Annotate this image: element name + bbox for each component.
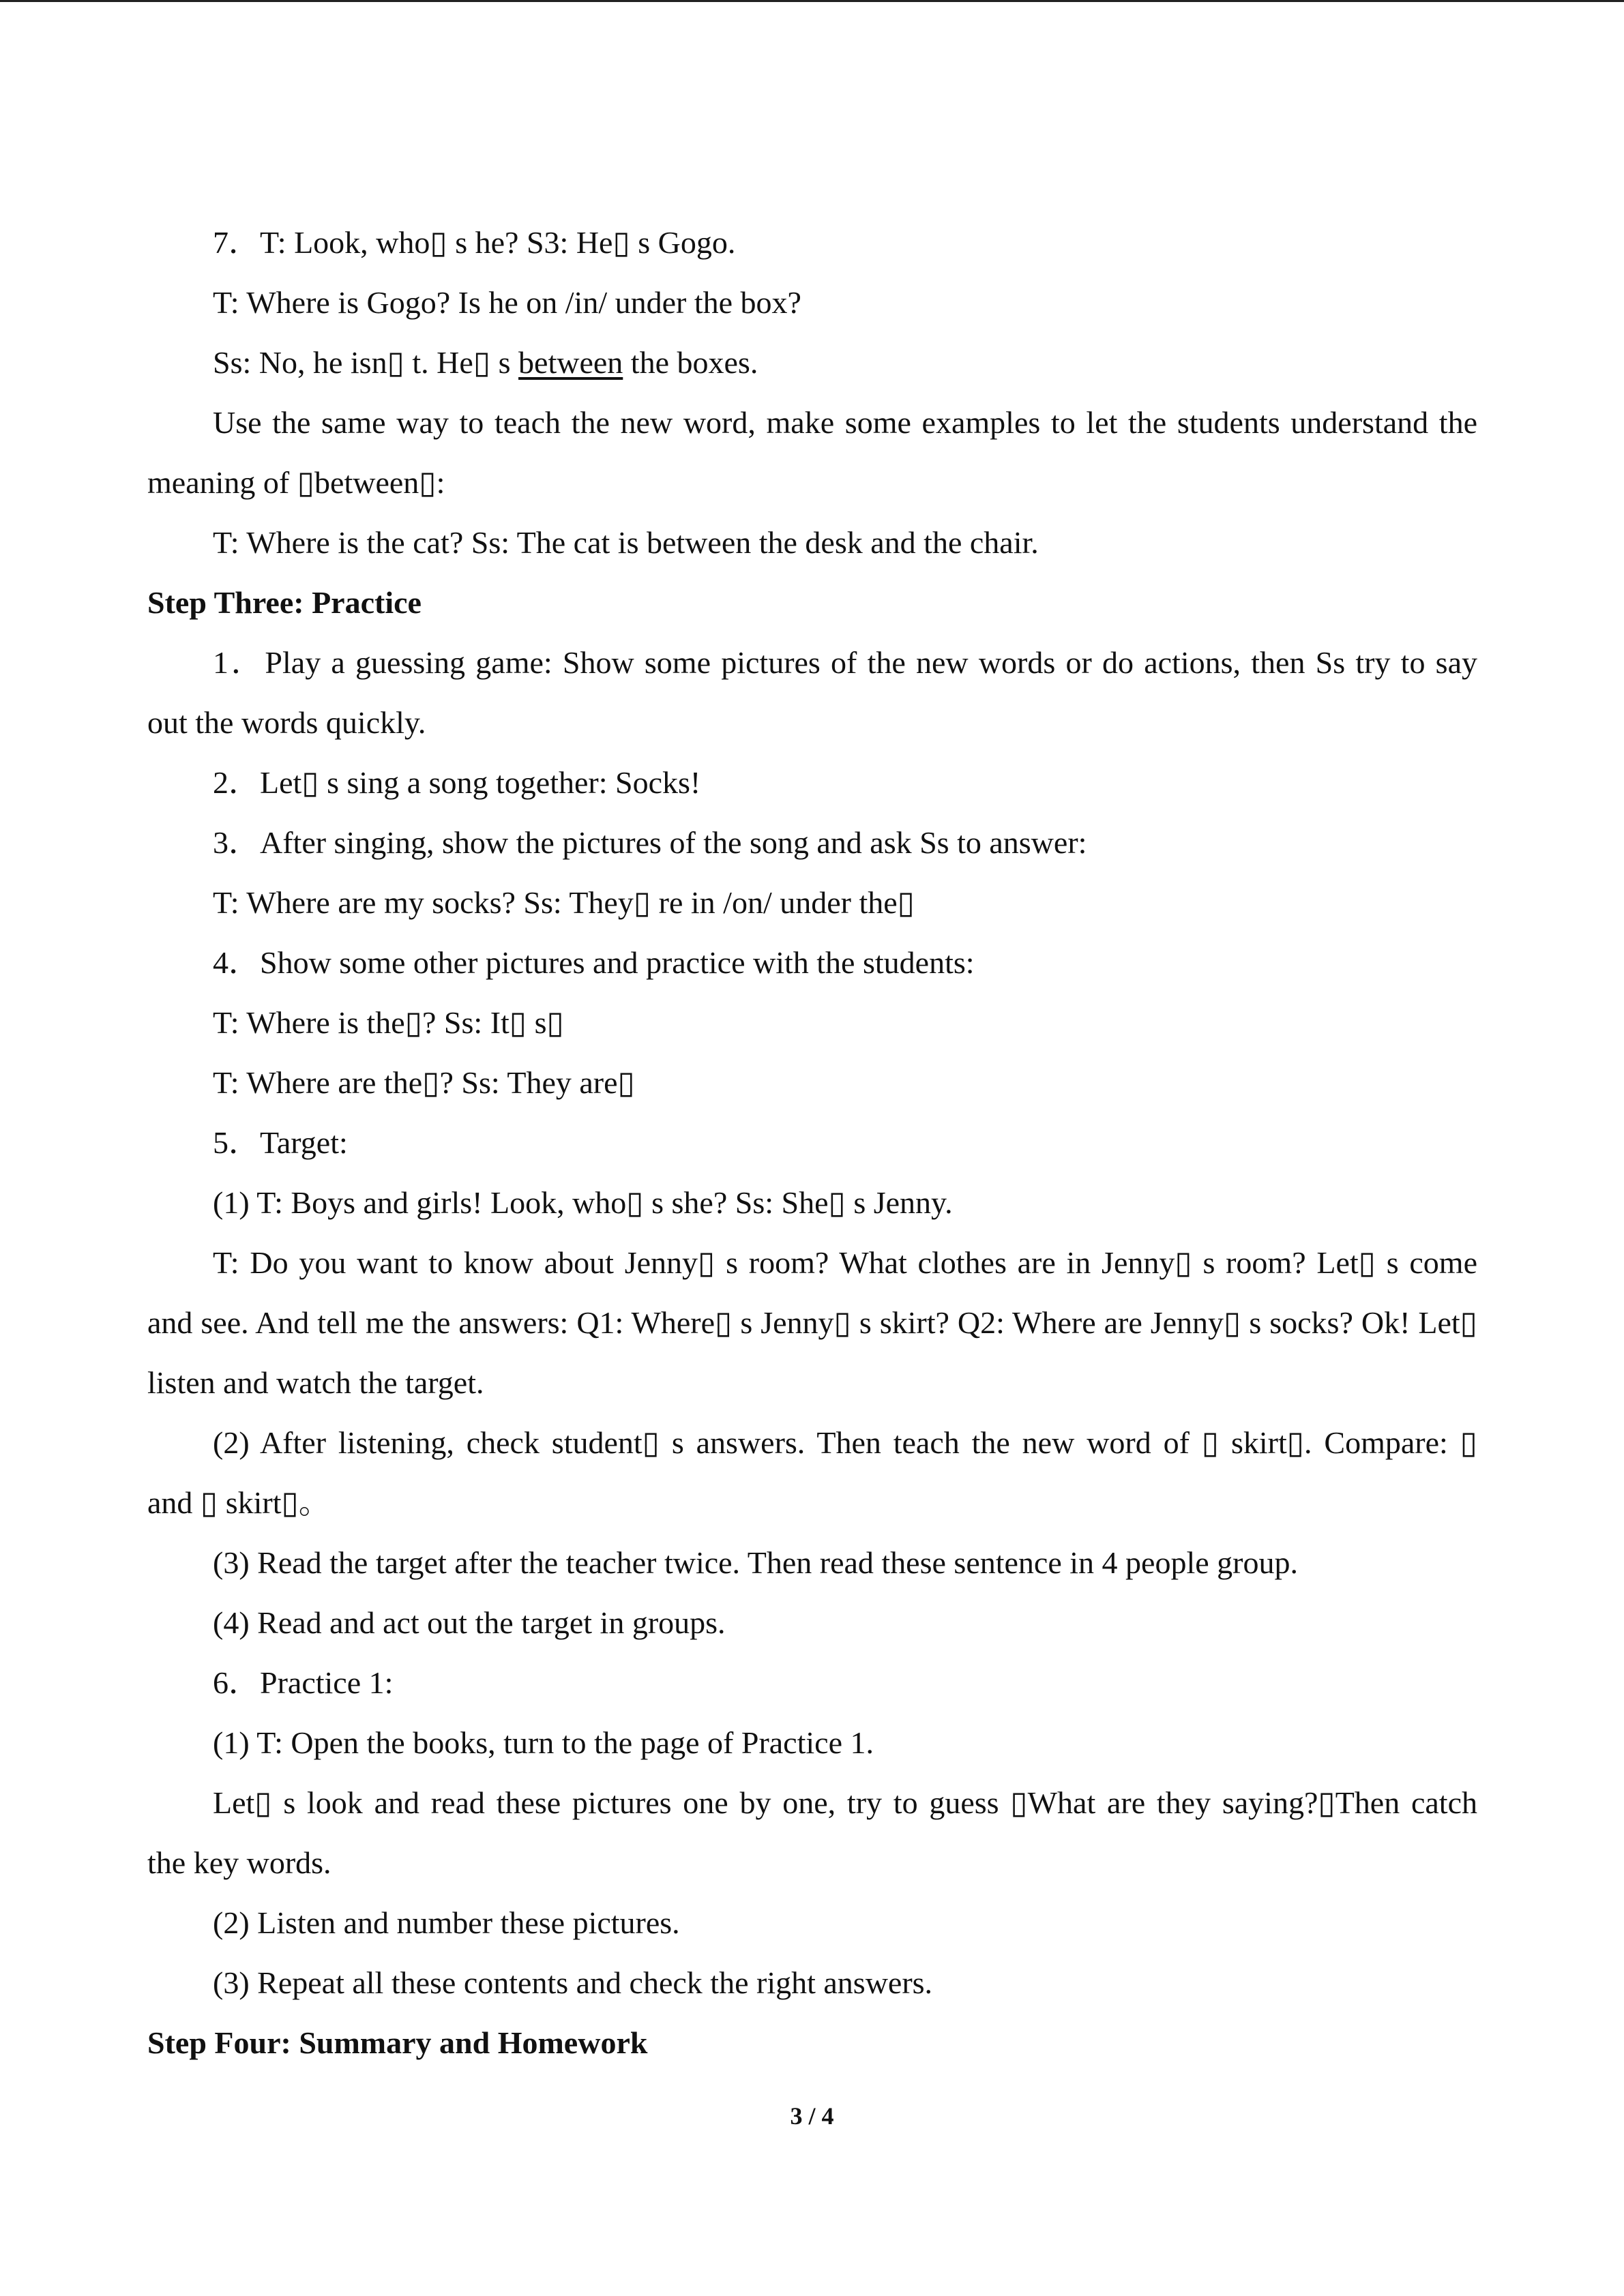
text-line-practice-item6: 6．Practice 1: [213,1665,394,1700]
section-heading-step-three: Step Three: Practice [147,585,422,620]
underlined-word-between: between [518,345,623,380]
text-line-target-4: (4) Read and act out the target in groups. [213,1605,726,1640]
text-line-practice-item5: 5．Target: [213,1125,348,1160]
text-line-practice1-step1: (1) T: Open the books, turn to the page of Practice 1. [213,1725,874,1760]
text-line-meaning-of-between: meaning of ▯between▯: [147,465,445,500]
between-line-suffix: the boxes. [623,345,758,380]
section-heading-step-four: Step Four: Summary and Homework [147,2025,648,2060]
text-line-and-skirt: and ▯ skirt▯。 [147,1485,330,1520]
text-line-words-quickly: out the words quickly. [147,705,426,740]
text-line-between-boxes [147,333,1477,393]
text-line-target-1: (1) T: Boys and girls! Look, who▯ s she? Ss: She▯ s Jenny. [213,1185,953,1220]
text-line-same-way: Use the same way to teach the new word, make some examples to let the students understand the [213,405,1477,440]
text-line-practice-item1: 1．Play a guessing game: Show some pictures of the new words or do actions, then Ss try to say [213,645,1477,680]
between-line-prefix: Ss: No, he isn▯ t. He▯ s [213,345,519,380]
text-line-where-are-the: T: Where are the▯? Ss: They are▯ [213,1065,635,1100]
text-line-look-and-read: Let▯ s look and read these pictures one by one, try to guess ▯What are they saying?▯Then catch [213,1785,1477,1820]
text-line-where-is-gogo: T: Where is Gogo? Is he on /in/ under the box? [213,285,801,320]
text-line-practice1-step3: (3) Repeat all these contents and check the right answers. [213,1965,933,2000]
text-line-step2-item7: 7．T: Look, who▯ s he? S3: He▯ s Gogo. [213,225,736,260]
document-body [147,213,1477,2073]
text-line-where-is-cat: T: Where is the cat? Ss: The cat is between the desk and the chair. [213,525,1039,560]
text-line-where-is-the: T: Where is the▯? Ss: It▯ s▯ [213,1005,564,1040]
text-line-target-3: (3) Read the target after the teacher twice. Then read these sentence in 4 people group. [213,1545,1298,1580]
text-line-practice-item2: 2．Let▯ s sing a song together: Socks! [213,765,701,800]
text-line-target-2: (2) After listening, check student▯ s answers. Then teach the new word of ▯ skirt▯. Compare: ▯ [213,1425,1477,1460]
text-line-jenny-room: T: Do you want to know about Jenny▯ s room? What clothes are in Jenny▯ s room? Let▯ s come [213,1245,1477,1280]
text-line-listen-watch: listen and watch the target. [147,1365,484,1400]
text-line-tell-answers: and see. And tell me the answers: Q1: Where▯ s Jenny▯ s skirt? Q2: Where are Jenny▯ s socks? Ok! Let▯ [147,1305,1477,1340]
page-number: 3 / 4 [790,2102,834,2130]
text-line-practice-item4: 4．Show some other pictures and practice with the students: [213,945,975,980]
text-line-where-are-socks: T: Where are my socks? Ss: They▯ re in /on/ under the▯ [213,885,915,920]
text-line-key-words: the key words. [147,1845,331,1880]
text-line-practice1-step2: (2) Listen and number these pictures. [213,1905,680,1940]
top-border-rule [0,0,1624,2]
text-line-practice-item3: 3．After singing, show the pictures of the song and ask Ss to answer: [213,825,1087,860]
